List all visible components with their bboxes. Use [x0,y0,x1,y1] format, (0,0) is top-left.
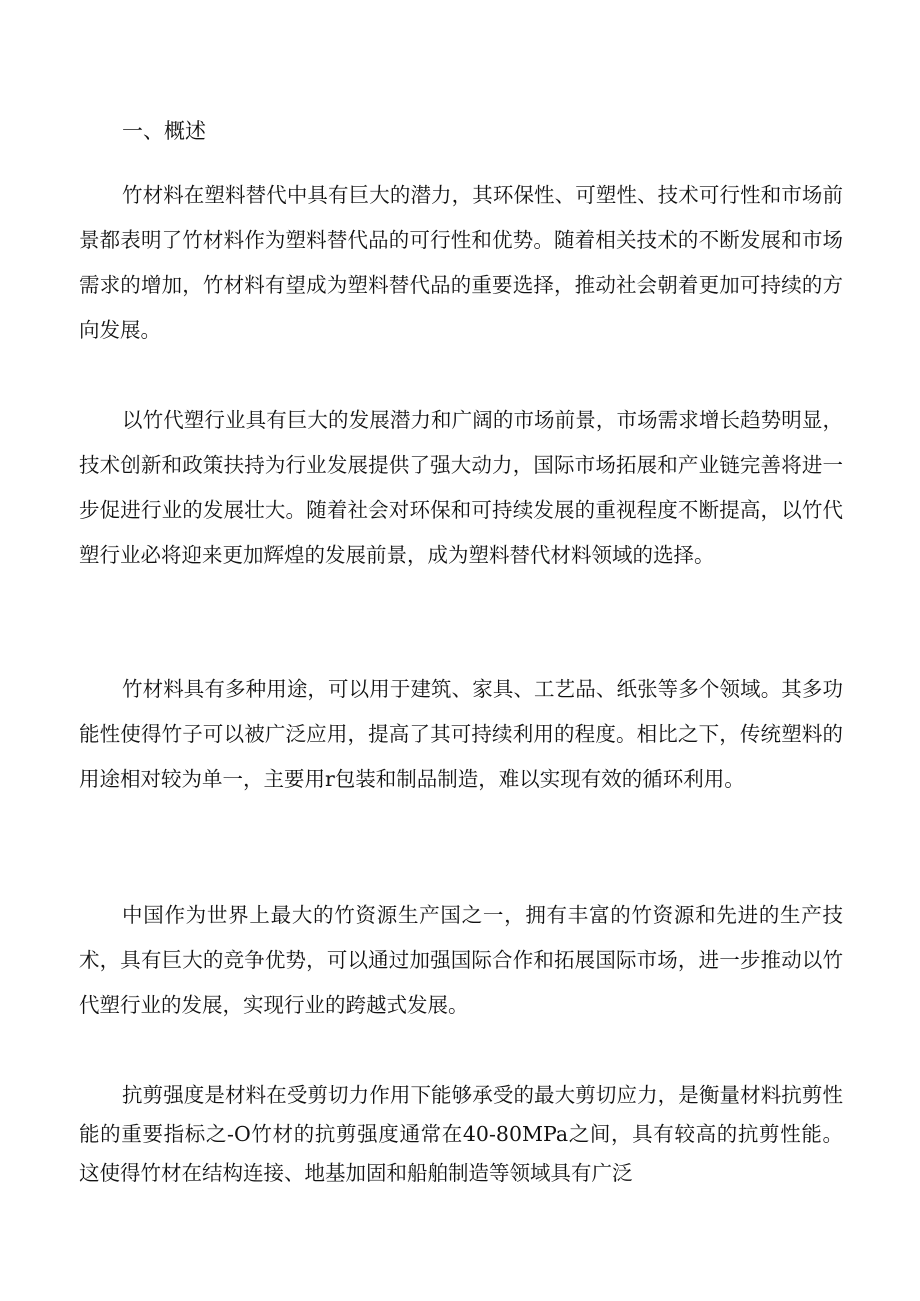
paragraph-bamboo-potential: 竹材料在塑料替代中具有巨大的潜力，其环保性、可塑性、技术可行性和市场前景都表明了竹材料作为塑料替代品的可行性和优势。随着相关技术的不断发展和市场需求的增加，竹材料有望成为塑料替代品的重要选择，推动社会朝着更加可持续的方向发展。 [79,183,843,342]
paragraph-industry-prospects: 以竹代塑行业具有巨大的发展潜力和广阔的市场前景，市场需求增长趋势明显，技术创新和政策扶持为行业发展提供了强大动力，国际市场拓展和产业链完善将进一步促进行业的发展壮大。随着社会对环保和可持续发展的重视程度不断提高，以竹代塑行业必将迎来更加辉煌的发展前景，成为塑料替代材料领域的选择。 [79,408,843,567]
paragraph-shear-strength: 抗剪强度是材料在受剪切力作用下能够承受的最大剪切应力，是衡量材料抗剪性能的重要指标之-O竹材的抗剪强度通常在40-80MPa之间，具有较高的抗剪性能。这使得竹材在结构连接、地基加固和船舶制造等领域具有广泛 [79,1083,843,1185]
paragraph-china-resources: 中国作为世界上最大的竹资源生产国之一，拥有丰富的竹资源和先进的生产技术，具有巨大的竞争优势，可以通过加强国际合作和拓展国际市场，进一步推动以竹代塑行业的发展，实现行业的跨越式发展。 [79,903,843,1017]
section-heading: 一、概述 [122,119,206,143]
paragraph-multiple-uses: 竹材料具有多种用途，可以用于建筑、家具、工艺品、纸张等多个领域。其多功能性使得竹子可以被广泛应用，提高了其可持续利用的程度。相比之下，传统塑料的用途相对较为单一，主要用r包装和制品制造，难以实现有效的循环利用。 [79,677,843,791]
